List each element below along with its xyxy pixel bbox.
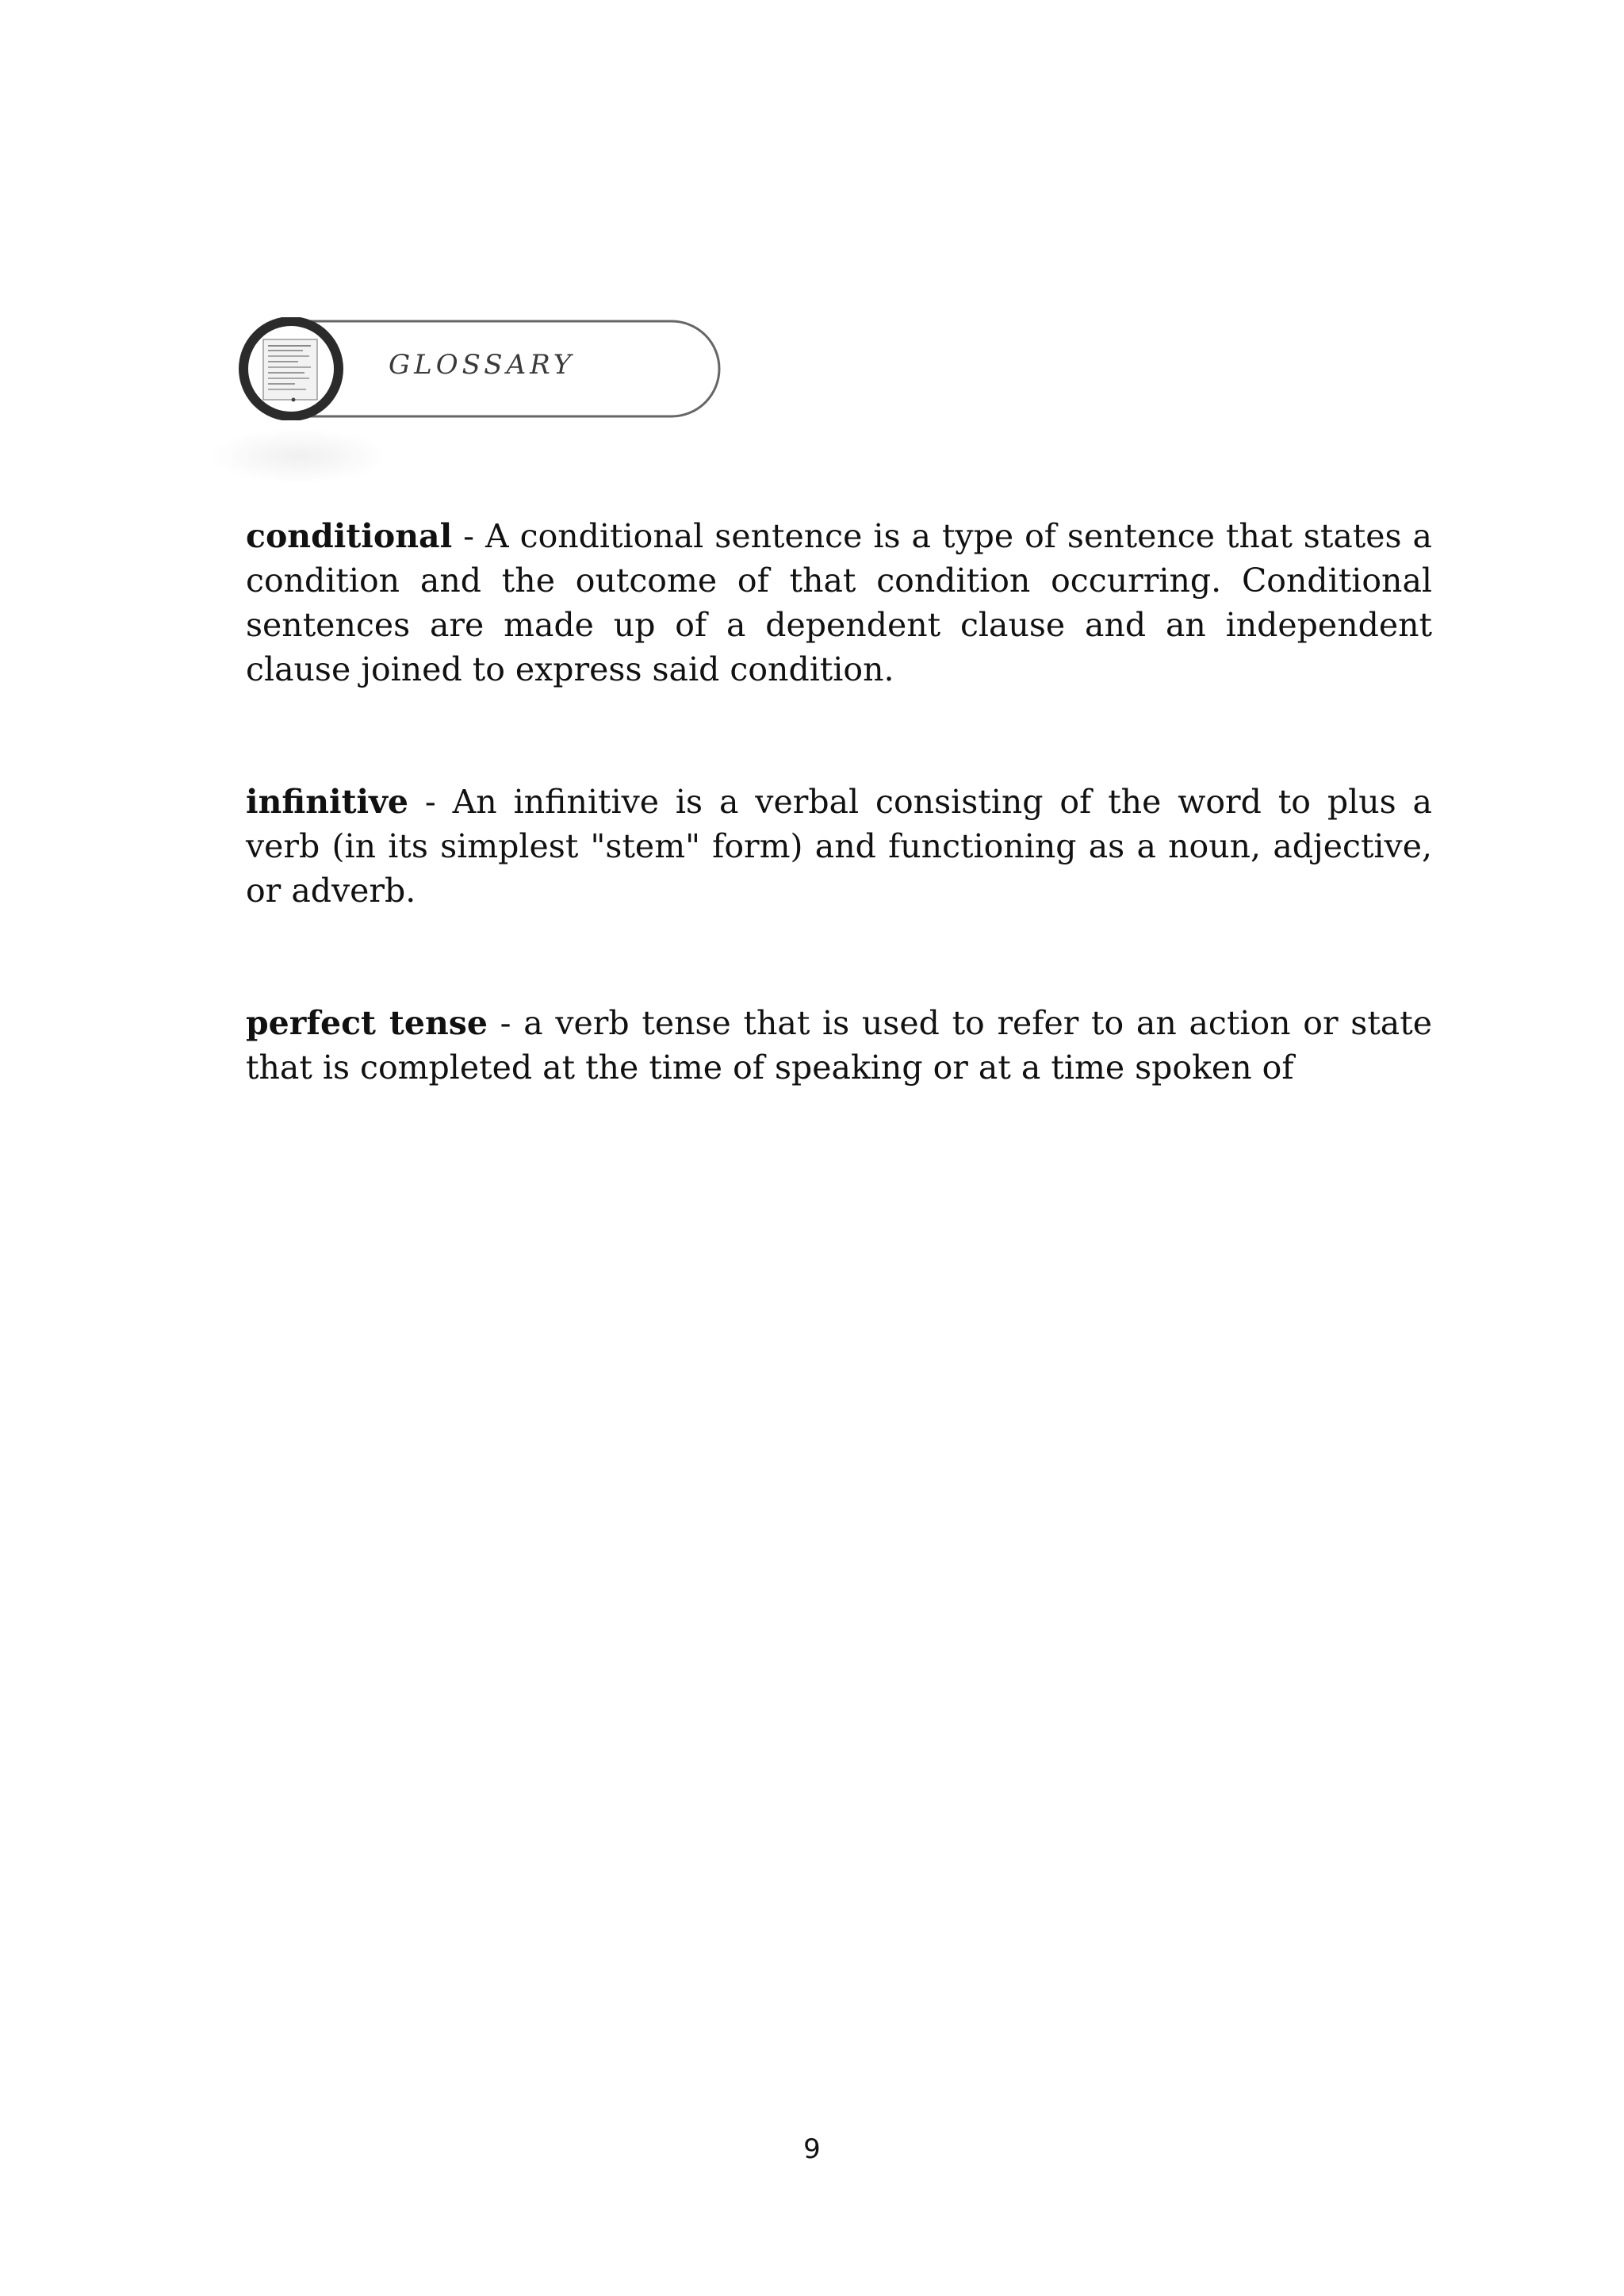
glossary-term: conditional	[246, 517, 453, 555]
glossary-entry-conditional	[246, 514, 1432, 692]
page-number: 9	[803, 2133, 821, 2165]
glossary-term: infinitive	[246, 783, 408, 821]
glossary-term: perfect tense	[246, 1004, 488, 1042]
glossary-entries	[246, 514, 1432, 1178]
document-magnifier-icon	[263, 339, 317, 402]
term-separator: -	[408, 783, 453, 821]
glossary-definition: a verb tense that is used to refer to an action or state that is completed at the time of speaking or at a time spoken of	[246, 1004, 1432, 1087]
term-separator: -	[452, 517, 486, 555]
glossary-entry-perfect-tense	[246, 1001, 1432, 1090]
glossary-title: GLOSSARY	[389, 349, 576, 381]
glossary-definition: An infinitive is a verbal consisting of the word to plus a verb (in its simplest "stem" form) and functioning as a noun, adjective, or adverb.	[246, 783, 1432, 910]
glossary-badge	[216, 317, 723, 420]
glossary-entry-infinitive	[246, 780, 1432, 913]
badge-shadow	[208, 428, 390, 484]
term-separator: -	[487, 1004, 524, 1042]
glossary-definition: A conditional sentence is a type of sentence that states a condition and the outcome of that condition occurring. Conditional sentences are made up of a dependent clause and an independent clause joined to express said condition.	[246, 517, 1432, 688]
